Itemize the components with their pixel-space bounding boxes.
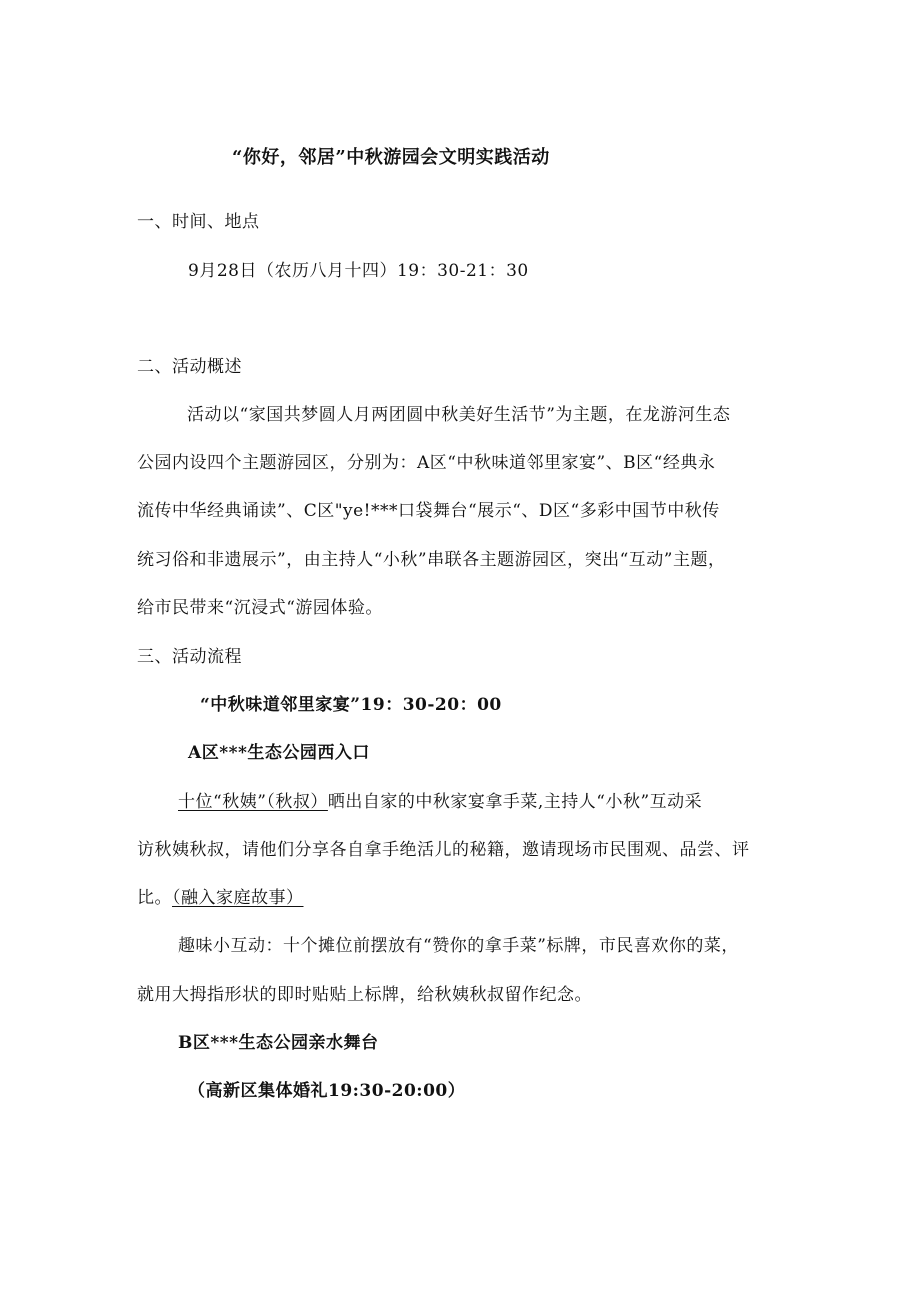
zone-a-location: A区***生态公园西入口 [188,743,370,763]
para1-line3-start: 比。 [137,888,172,908]
section-heading-process: 三、活动流程 [137,647,242,667]
overview-line-4: 统习俗和非遗展示”，由主持人“小秋”串联各主题游园区，突出“互动”主题， [137,550,726,570]
zone-b-location: B区***生态公园亲水舞台 [178,1033,379,1053]
document-title: “你好，邻居”中秋游园会文明实践活动 [232,147,550,168]
para1-line-2: 访秋姨秋叔，请他们分享各自拿手绝活儿的秘籍，邀请现场市民围观、品尝、评 [137,840,750,860]
para1-line1-rest: 晒出自家的中秋家宴拿手菜,主持人“小秋”互动采 [327,792,703,812]
process-subheading: “中秋味道邻里家宴”19：30-20：00 [200,695,502,715]
overview-line-1: 活动以“家国共梦圆人月两团圆中秋美好生活节”为主题，在龙游河生态 [187,405,731,425]
para1-line-3 [137,886,304,910]
section-heading-overview: 二、活动概述 [137,357,242,377]
para1-line-1 [178,790,702,814]
para1-line3-underlined: （融入家庭故事） [172,888,304,908]
para2-line-2: 就用大拇指形状的即时贴贴上标牌，给秋姨秋叔留作纪念。 [137,985,592,1005]
overview-line-5: 给市民带来“沉浸式“游园体验。 [137,598,383,618]
para1-underlined-start: 十位“秋姨”（秋叔） [178,792,328,812]
overview-line-2: 公园内设四个主题游园区，分别为：A区“中秋味道邻里家宴”、B区“经典永 [137,453,716,473]
para2-line-1: 趣味小互动：十个摊位前摆放有“赞你的拿手菜”标牌，市民喜欢你的菜， [178,936,739,956]
section-heading-time-place: 一、时间、地点 [137,212,260,232]
overview-line-3: 流传中华经典诵读”、C区"ye!***口袋舞台“展示“、D区“多彩中国节中秋传 [137,501,720,521]
zone-b-note: （高新区集体婚礼19:30-20:00） [188,1081,466,1101]
event-time: 9月28日（农历八月十四）19：30-21：30 [188,261,529,281]
